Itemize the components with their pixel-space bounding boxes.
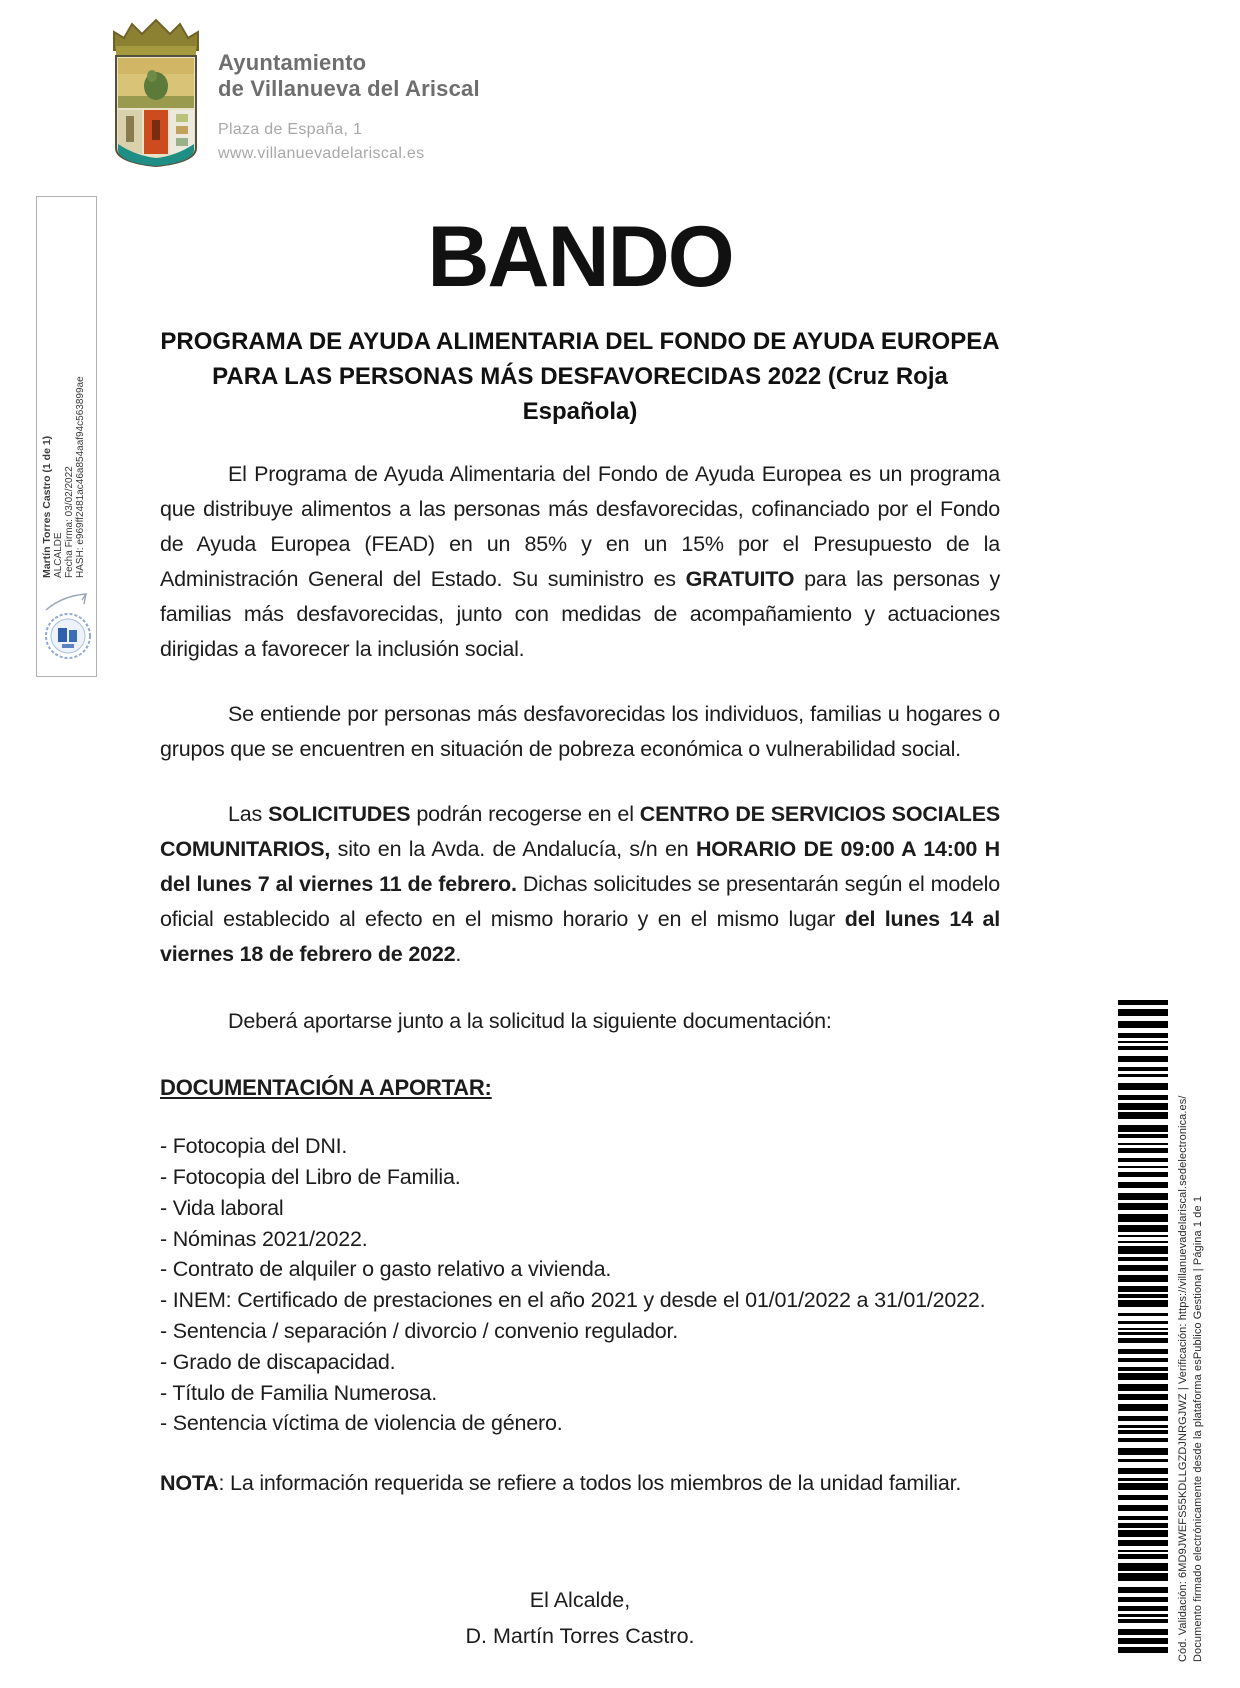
- list-item: - Fotocopia del DNI.: [160, 1134, 348, 1159]
- signer-role: ALCALDE: [53, 532, 64, 578]
- subtitle-line2: PARA LAS PERSONAS MÁS DESFAVORECIDAS 2022 (Cruz Roja Española): [212, 363, 948, 426]
- signed-platform-text: Documento firmado electrónicamente desde la plataforma esPublico Gestiona | Página 1 de 1: [1192, 1195, 1204, 1662]
- documents-list: [160, 1131, 1000, 1439]
- document-subtitle: [160, 324, 1000, 429]
- org-website: www.villanuevadelariscal.es: [218, 145, 425, 162]
- org-name-line2: de Villanueva del Ariscal: [218, 76, 480, 101]
- org-name-line1: Ayuntamiento: [218, 50, 367, 75]
- paragraph-definition: Se entiende por personas más desfavorecidas los individuos, familias u hogares o grupos que se encuentren en situación de pobreza económica o vulnerabilidad social.: [160, 702, 1000, 762]
- document-body: [160, 209, 1000, 1654]
- list-item: - Nóminas 2021/2022.: [160, 1226, 368, 1251]
- paragraph-solicitudes: Las SOLICITUDES podrán recogerse en el CENTRO DE SERVICIOS SOCIALES COMUNITARIOS, sito en la Avda. de Andalucía, s/n en HORARIO DE 09:00 A 14:00 H del lunes 7 al viernes 11 de febrero. Dichas solicitudes se presentarán según el modelo oficial establecido al efecto en el mismo horario y en el mismo lugar del lunes 14 al viernes 18 de febrero de 2022.: [160, 802, 1000, 967]
- subtitle-line1: PROGRAMA DE AYUDA ALIMENTARIA DEL FONDO DE AYUDA EUROPEA: [160, 328, 1000, 356]
- signer-name: Martín Torres Castro (1 de 1): [41, 435, 53, 578]
- org-address: Plaza de España, 1: [218, 121, 363, 138]
- list-item: - INEM: Certificado de prestaciones en el año 2021 y desde el 01/01/2022 a 31/01/2022.: [160, 1288, 986, 1313]
- header-org-block: [218, 50, 480, 166]
- list-item: - Contrato de alquiler o gasto relativo a vivienda.: [160, 1257, 612, 1282]
- signature-name: D. Martín Torres Castro.: [465, 1624, 695, 1649]
- signature-date: Fecha Firma: 03/02/2022: [64, 466, 75, 578]
- list-item: - Sentencia víctima de violencia de género.: [160, 1411, 563, 1436]
- paragraph-program: El Programa de Ayuda Alimentaria del Fondo de Ayuda Europea es un programa que distribuye alimentos a las personas más desfavorecidas, cofinanciado por el Fondo de Ayuda Europea (FEAD) en un 85% y en un 15% por el Presupuesto de la Administración General del Estado. Su suministro es GRATUITO para las personas y familias más desfavorecidas, junto con medidas de acompañamiento y actuaciones dirigidas a favorecer la inclusión social.: [160, 462, 1000, 662]
- paragraph-documentacion-intro: Deberá aportarse junto a la solicitud la siguiente documentación:: [228, 1009, 832, 1034]
- list-item: - Grado de discapacidad.: [160, 1349, 396, 1374]
- validation-code-text: Cód. Validación: 6MD9JWEFS55KDLLGZDJNRGJWZ | Verificación: https://villanuevadelariscal.sedelectronica.es/: [1177, 1095, 1189, 1662]
- signature-role: El Alcalde,: [529, 1588, 631, 1613]
- list-item: - Vida laboral: [160, 1195, 284, 1220]
- note-line: NOTA: La información requerida se refiere a todos los miembros de la unidad familiar.: [160, 1471, 962, 1496]
- signature-block: [160, 1582, 1000, 1654]
- barcode-icon: [1118, 1000, 1168, 1660]
- signature-hash: HASH: e969ff2481ac46a854aaf94c563899ae: [75, 376, 86, 578]
- list-item: - Fotocopia del Libro de Familia.: [160, 1165, 461, 1190]
- list-item: - Sentencia / separación / divorcio / convenio regulador.: [160, 1319, 679, 1344]
- coat-of-arms-icon: [108, 16, 204, 173]
- document-title: BANDO: [427, 209, 733, 305]
- signature-stamp-icon: [42, 584, 94, 671]
- list-item: - Título de Familia Numerosa.: [160, 1380, 437, 1405]
- section-heading: DOCUMENTACIÓN A APORTAR:: [160, 1075, 492, 1101]
